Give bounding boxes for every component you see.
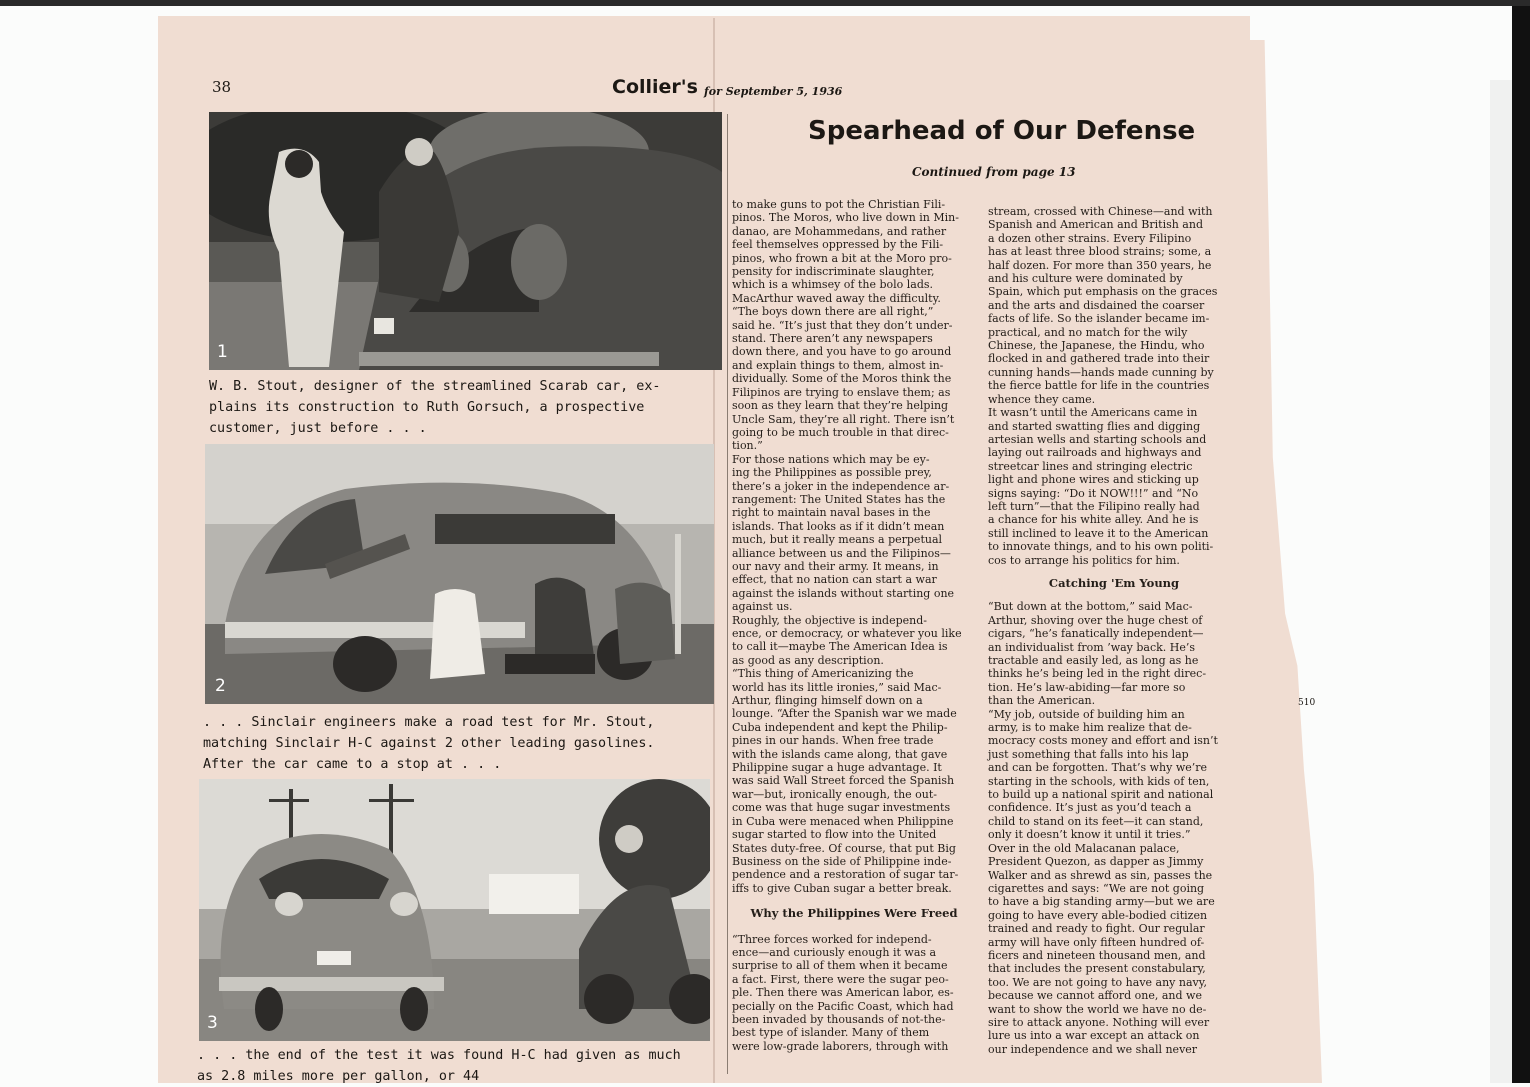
text-line: to call it—maybe The American Idea is	[732, 640, 948, 654]
text-line: whence they came.	[988, 392, 1096, 406]
side-note: 510	[1298, 698, 1316, 708]
text-line: pendence and a restoration of sugar tar-	[732, 868, 959, 882]
text-line: half dozen. For more than 350 years, he	[988, 258, 1212, 272]
text-line: because we cannot afford one, and we	[988, 989, 1202, 1003]
text-line: cunning hands—hands made cunning by	[988, 365, 1214, 379]
text-line: Roughly, the objective is independ-	[732, 613, 928, 627]
text-line: still inclined to leave it to the American	[988, 526, 1209, 540]
text-line: Spanish and American and British and	[988, 218, 1203, 232]
text-line: feel themselves oppressed by the Fili-	[732, 238, 944, 252]
text-line: our navy and their army. It means, in	[732, 559, 939, 573]
text-line: Filipinos are trying to enslave them; as	[732, 385, 951, 399]
text-line: tion.”	[732, 439, 763, 453]
text-line: a fact. First, there were the sugar peo-	[732, 972, 949, 986]
text-line: pines in our hands. When free trade	[732, 734, 934, 748]
text-line: MacArthur waved away the difficulty.	[732, 291, 941, 305]
text-line: just something that falls into his lap	[988, 747, 1189, 761]
text-line: ence—and curiously enough it was a	[732, 945, 937, 959]
text-line: world has its little ironies,” said Mac-	[732, 680, 942, 694]
text-line: down there, and you have to go around	[732, 345, 952, 359]
photo-scarab-car-1	[209, 112, 722, 370]
text-line: going to have every able-bodied citizen	[988, 908, 1208, 922]
continued-note: Continued from page 13	[912, 165, 1076, 179]
torn-page-edge	[1240, 40, 1322, 1083]
text-line: our independence and we shall never	[988, 1042, 1198, 1056]
text-line: Walker and as shrewd as sin, passes the	[988, 868, 1213, 882]
text-line: against the islands without starting one	[732, 586, 955, 600]
text-line: which is a whimsey of the bolo lads.	[732, 278, 934, 292]
text-line: there’s a joker in the independence ar-	[732, 479, 950, 493]
text-line: Chinese, the Japanese, the Hindu, who	[988, 339, 1205, 353]
text-line: to build up a national spirit and national	[988, 788, 1214, 802]
text-line: come was that huge sugar investments	[732, 801, 951, 815]
text-line: danao, are Mohammedans, and rather	[732, 224, 947, 238]
text-line: “But down at the bottom,” said Mac-	[988, 600, 1193, 614]
text-line: and started swatting flies and digging	[988, 419, 1201, 433]
text-line: signs saying: “Do it NOW!!!” and “No	[988, 486, 1199, 500]
text-line: Uncle Sam, they’re all right. There isn’t	[732, 412, 955, 426]
article-column-2	[988, 205, 1240, 1056]
text-line: “This thing of Americanizing the	[732, 667, 914, 681]
text-line: iffs to give Cuban sugar a better break.	[732, 881, 952, 895]
text-line: “My job, outside of building him an	[988, 707, 1185, 721]
text-line: effect, that no nation can start a war	[732, 573, 937, 587]
text-line: too. We are not going to have any navy,	[988, 975, 1207, 989]
scanner-bed	[1490, 80, 1512, 1083]
text-line: a chance for his white alley. And he is	[988, 513, 1199, 527]
text-line: “Three forces worked for independ-	[732, 932, 932, 946]
text-line: dividually. Some of the Moros think the	[732, 372, 952, 386]
text-line: sugar started to flow into the United	[732, 828, 937, 842]
text-line: streetcar lines and stringing electric	[988, 459, 1193, 473]
text-line: left turn”—that the Filipino really had	[988, 499, 1200, 513]
caption-line: as 2.8 miles more per gallon, or 44	[197, 1069, 480, 1084]
text-line: islands. That looks as if it didn’t mean	[732, 519, 945, 533]
text-line: lure us into a war except an attack on	[988, 1029, 1200, 1043]
text-line: President Quezon, as dapper as Jimmy	[988, 855, 1204, 869]
text-line: confidence. It’s just as you’d teach a	[988, 801, 1192, 815]
text-line: than the American.	[988, 694, 1096, 708]
text-line: child to stand on its feet—it can stand,	[988, 814, 1204, 828]
text-line: It wasn’t until the Americans came in	[988, 406, 1198, 420]
text-line: artesian wells and starting schools and	[988, 432, 1207, 446]
text-line: laying out railroads and highways and	[988, 446, 1202, 460]
text-line: cos to arrange his politics for him.	[988, 553, 1180, 567]
text-line: to have a big standing army—but we are	[988, 895, 1215, 909]
text-line: against us.	[732, 600, 793, 614]
photo-number: 1	[217, 342, 228, 362]
text-line: rangement: The United States has the	[732, 492, 946, 506]
text-line: ple. Then there was American labor, es-	[732, 986, 954, 1000]
caption-line: . . . Sinclair engineers make a road test for Mr. Stout,	[203, 715, 655, 730]
text-line: been invaded by thousands of not-the-	[732, 1012, 946, 1026]
text-line: and his culture were dominated by	[988, 272, 1183, 286]
text-line: ing the Philippines as possible prey,	[732, 466, 932, 480]
text-line: to innovate things, and to his own politi-	[988, 540, 1214, 554]
section-subhead: Catching 'Em Young	[1048, 575, 1180, 590]
text-line: pinos. The Moros, who live down in Min-	[732, 211, 959, 225]
photo-number: 2	[215, 676, 226, 696]
photo-road-test-2	[205, 444, 714, 704]
text-line: cigars, “he’s fanatically independent—	[988, 627, 1204, 641]
text-line: in Cuba were menaced when Philippine	[732, 814, 954, 828]
text-line: pecially on the Pacific Coast, which had	[732, 999, 954, 1013]
caption-line: W. B. Stout, designer of the streamlined Scarab car, ex-	[209, 379, 661, 394]
text-line: as good as any description.	[732, 653, 884, 667]
text-line: best type of islander. Many of them	[732, 1026, 930, 1040]
text-line: much, but it really means a perpetual	[732, 533, 943, 547]
text-line: and the arts and disdained the coarser	[988, 298, 1205, 312]
photo-caption-3	[197, 1045, 681, 1087]
page-number: 38	[212, 78, 232, 96]
text-line: a dozen other strains. Every Filipino	[988, 231, 1192, 245]
text-line: Arthur, flinging himself down on a	[732, 694, 923, 708]
text-line: stand. There aren’t any newspapers	[732, 332, 933, 346]
text-line: States duty-free. Of course, that put Big	[732, 841, 956, 855]
text-line: soon as they learn that they’re helping	[732, 399, 949, 413]
text-line: has at least three blood strains; some, a	[988, 245, 1212, 259]
text-line: right to maintain naval bases in the	[732, 506, 931, 520]
text-line: to make guns to pot the Christian Fili-	[732, 198, 946, 211]
text-line: lounge. “After the Spanish war we made	[732, 707, 957, 721]
text-line: war—but, ironically enough, the out-	[732, 787, 938, 801]
text-line: said he. “It’s just that they don’t under-	[732, 318, 953, 332]
text-line: army, is to make him realize that de-	[988, 721, 1192, 735]
masthead: Collier's	[612, 76, 698, 98]
article-column-1	[732, 198, 976, 1053]
text-line: facts of life. So the islander became im-	[988, 312, 1210, 326]
caption-line: matching Sinclair H-C against 2 other leading gasolines.	[203, 736, 655, 751]
text-line: mocracy costs money and effort and isn’t	[988, 734, 1218, 748]
text-line: with the islands came along, that gave	[732, 747, 948, 761]
photo-caption-1	[209, 376, 660, 439]
text-line: Cuba independent and kept the Philip-	[732, 720, 948, 734]
text-line: was said Wall Street forced the Spanish	[732, 774, 955, 788]
text-line: army will have only fifteen hundred of-	[988, 935, 1205, 949]
text-line: pensity for indiscriminate slaughter,	[732, 265, 935, 279]
column-rule	[727, 114, 728, 1074]
text-line: Arthur, shoving over the huge chest of	[988, 613, 1203, 627]
masthead-date: for September 5, 1936	[704, 85, 843, 98]
text-line: Business on the side of Philippine inde-	[732, 854, 952, 868]
text-line: tion. He’s law-abiding—far more so	[988, 680, 1186, 694]
text-line: ence, or democracy, or whatever you like	[732, 627, 962, 640]
section-subhead: Why the Philippines Were Freed	[750, 906, 958, 921]
text-line: flocked in and gathered trade into their	[988, 352, 1210, 366]
photo-caption-2	[203, 712, 654, 775]
text-line: thinks he’s being led in the right direc-	[988, 667, 1207, 681]
text-line: Over in the old Malacanan palace,	[988, 841, 1180, 855]
text-line: only it doesn’t know it until it tries.”	[988, 828, 1191, 842]
text-line: ficers and nineteen thousand men, and	[988, 948, 1206, 962]
text-line: an individualist from ’way back. He’s	[988, 640, 1196, 654]
text-line: and can be forgotten. That’s why we’re	[988, 761, 1208, 775]
text-line: going to be much trouble in that direc-	[732, 425, 949, 439]
scan-border-right	[1512, 6, 1530, 1083]
text-line: stream, crossed with Chinese—and with	[988, 205, 1213, 218]
photo-finish-test-3	[199, 779, 710, 1041]
text-line: pinos, who frown a bit at the Moro pro-	[732, 251, 952, 265]
text-line: tractable and easily led, as long as he	[988, 654, 1199, 667]
text-line: starting in the schools, with kids of ten,	[988, 774, 1210, 788]
text-line: the fierce battle for life in the countries	[988, 379, 1210, 393]
text-line: that includes the present constabulary,	[988, 962, 1206, 976]
photo-number: 3	[207, 1013, 218, 1033]
caption-line: . . . the end of the test it was found H-C had given as much	[197, 1048, 681, 1063]
text-line: “The boys down there are all right,”	[732, 305, 934, 319]
text-line: and explain things to them, almost in-	[732, 358, 944, 372]
text-line: want to show the world we have no de-	[988, 1002, 1207, 1016]
text-line: Philippine sugar a huge advantage. It	[732, 761, 942, 775]
text-line: light and phone wires and sticking up	[988, 473, 1199, 487]
scan-border-top	[0, 0, 1530, 6]
caption-line: plains its construction to Ruth Gorsuch, a prospective	[209, 400, 645, 415]
text-line: For those nations which may be ey-	[732, 452, 930, 466]
text-line: Spain, which put emphasis on the graces	[988, 285, 1218, 299]
caption-line: After the car came to a stop at . . .	[203, 757, 502, 772]
text-line: sire to attack anyone. Nothing will ever	[988, 1015, 1210, 1029]
text-line: cigarettes and says: “We are not going	[988, 881, 1205, 895]
article-headline: Spearhead of Our Defense	[808, 116, 1196, 146]
text-line: trained and ready to fight. Our regular	[988, 922, 1205, 936]
text-line: were low-grade laborers, through with	[732, 1039, 949, 1053]
text-line: practical, and no match for the wily	[988, 325, 1188, 339]
text-line: alliance between us and the Filipinos—	[732, 546, 951, 560]
caption-line: customer, just before . . .	[209, 421, 427, 436]
text-line: surprise to all of them when it became	[732, 959, 948, 973]
